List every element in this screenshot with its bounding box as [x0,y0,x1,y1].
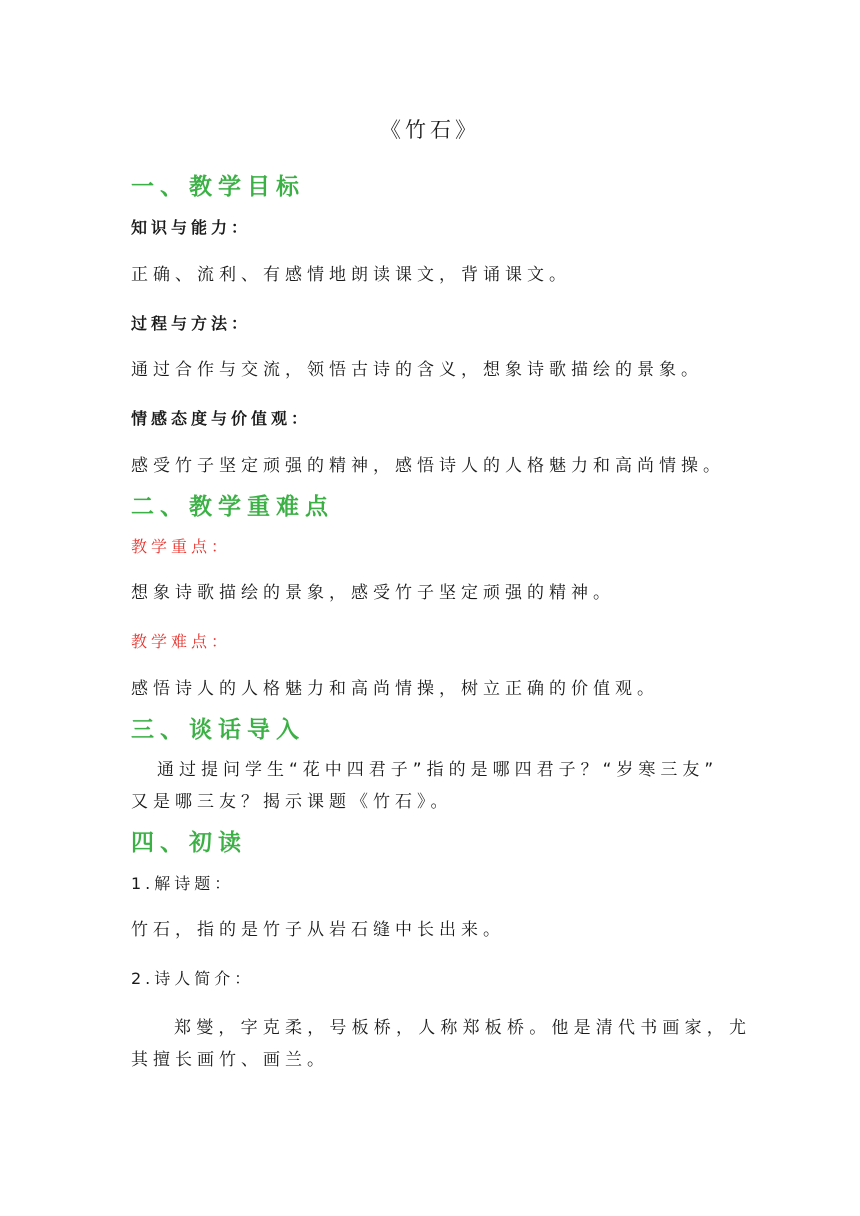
difficulty-text: 感悟诗人的人格魅力和高尚情操，树立正确的价值观。 [131,679,659,699]
reading-item-text-title: 竹石，指的是竹子从岩石缝中长出来。 [131,920,505,940]
objective-text-knowledge: 正确、流利、有感情地朗读课文，背诵课文。 [131,265,571,285]
poet-bio-line2: 其擅长画竹、画兰。 [131,1050,329,1070]
section-heading-intro: 三、谈话导入 [131,717,305,743]
intro-paragraph-line1: 通过提问学生“花中四君子”指的是哪四君子？“岁寒三友” [157,760,719,780]
section-heading-first-reading: 四、初读 [131,830,247,856]
poet-bio-line1: 郑燮，字克柔，号板桥，人称郑板桥。他是清代书画家，尤 [174,1018,752,1038]
intro-paragraph-line2: 又是哪三友？揭示课题《竹石》。 [131,792,453,812]
difficulty-label: 教学难点： [131,632,232,651]
key-point-text: 想象诗歌描绘的景象，感受竹子坚定顽强的精神。 [131,583,615,603]
key-point-label: 教学重点： [131,537,232,556]
objective-label-process: 过程与方法： [131,314,252,333]
reading-item-label-title: 1.解诗题： [131,874,235,893]
section-heading-objectives: 一、教学目标 [131,174,305,200]
document-title: 《竹石》 [380,118,480,142]
objective-text-process: 通过合作与交流，领悟古诗的含义，想象诗歌描绘的景象。 [131,360,703,380]
section-heading-key-points: 二、教学重难点 [131,494,334,520]
objective-label-knowledge: 知识与能力： [131,218,252,237]
objective-label-emotion: 情感态度与价值观： [131,409,312,428]
objective-text-emotion: 感受竹子坚定顽强的精神，感悟诗人的人格魅力和高尚情操。 [131,456,725,476]
reading-item-label-poet: 2.诗人简介： [131,969,255,988]
